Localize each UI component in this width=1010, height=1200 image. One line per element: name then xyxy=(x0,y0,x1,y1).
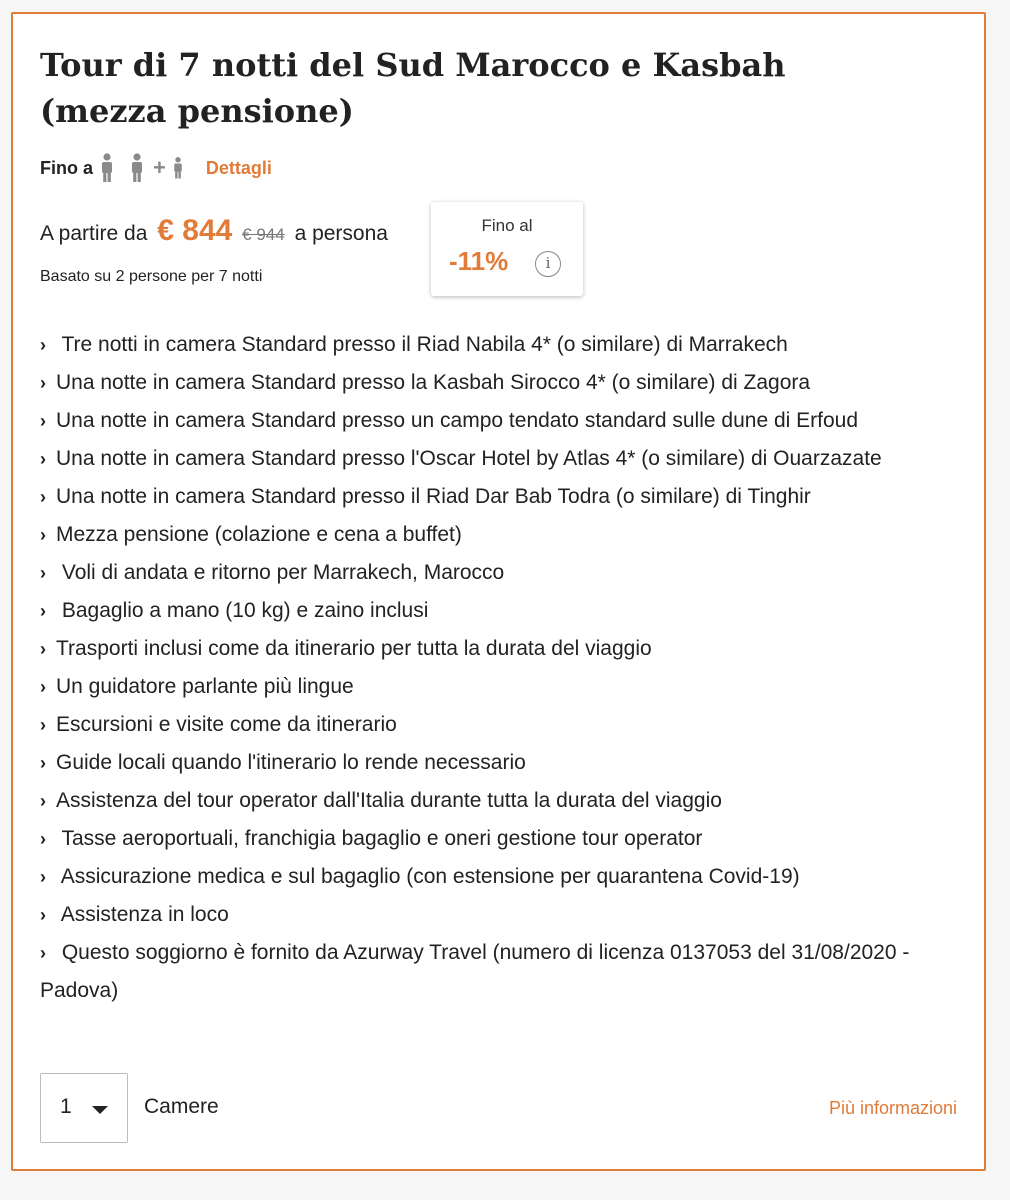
chevron-right-icon: › xyxy=(40,677,46,697)
chevron-right-icon: › xyxy=(40,753,46,773)
list-item: › Bagaglio a mano (10 kg) e zaino inclusi xyxy=(40,592,970,630)
chevron-right-icon: › xyxy=(40,525,46,545)
chevron-right-icon: › xyxy=(40,487,46,507)
list-item: › Guide locali quando l'itinerario lo rende necessario xyxy=(40,744,970,782)
chevron-right-icon: › xyxy=(40,449,46,469)
chevron-right-icon: › xyxy=(40,905,46,925)
plus-icon: + xyxy=(153,155,166,180)
list-item: › Una notte in camera Standard presso il Riad Dar Bab Todra (o similare) di Tinghir xyxy=(40,478,970,516)
chevron-right-icon: › xyxy=(40,639,46,659)
list-item: › Una notte in camera Standard presso l'Oscar Hotel by Atlas 4* (o similare) di Ouarzazate xyxy=(40,440,970,478)
features-list xyxy=(40,326,970,1010)
chevron-right-icon: › xyxy=(40,335,46,355)
child-person-icon xyxy=(172,156,184,180)
list-item: › Una notte in camera Standard presso un campo tendato standard sulle dune di Erfoud xyxy=(40,402,970,440)
list-item: › Assistenza del tour operator dall'Italia durante tutta la durata del viaggio xyxy=(40,782,970,820)
price-prefix: A partire da xyxy=(40,222,148,245)
list-item: › Tasse aeroportuali, franchigia bagaglio e oneri gestione tour operator xyxy=(40,820,970,858)
list-item: › Assicurazione medica e sul bagaglio (con estensione per quarantena Covid-19) xyxy=(40,858,970,896)
rooms-label: Camere xyxy=(144,1095,219,1118)
discount-badge xyxy=(431,202,583,296)
occupancy-label: Fino a xyxy=(40,157,93,178)
chevron-right-icon: › xyxy=(40,867,46,887)
list-item: › Questo soggiorno è fornito da Azurway Travel (numero di licenza 0137053 del 31/08/2020 - Padova) xyxy=(40,934,970,1010)
discount-label: Fino al xyxy=(481,216,533,235)
chevron-right-icon: › xyxy=(40,601,46,621)
caret-down-icon xyxy=(92,1106,108,1114)
chevron-right-icon: › xyxy=(40,715,46,735)
chevron-right-icon: › xyxy=(40,829,46,849)
rooms-value: 1 xyxy=(60,1095,72,1118)
adult-person-icon xyxy=(99,153,115,183)
price-basis: Basato su 2 persone per 7 notti xyxy=(40,268,263,285)
list-item: › Tre notti in camera Standard presso il Riad Nabila 4* (o similare) di Marrakech xyxy=(40,326,970,364)
more-info-link[interactable]: Più informazioni xyxy=(828,1098,957,1118)
price-suffix: a persona xyxy=(294,222,388,245)
list-item: › Assistenza in loco xyxy=(40,896,970,934)
offer-title: Tour di 7 notti del Sud Marocco e Kasbah (mezza pensione) xyxy=(40,46,786,130)
price-value: € 844 xyxy=(157,214,233,247)
chevron-right-icon: › xyxy=(40,791,46,811)
chevron-right-icon: › xyxy=(40,563,46,583)
chevron-right-icon: › xyxy=(40,943,46,963)
list-item: › Escursioni e visite come da itinerario xyxy=(40,706,970,744)
occupancy-row xyxy=(40,152,272,184)
info-icon[interactable]: i xyxy=(535,251,561,277)
details-link[interactable]: Dettagli xyxy=(205,157,272,178)
offer-card xyxy=(11,12,986,1171)
rooms-select[interactable] xyxy=(40,1073,128,1143)
discount-value: -11% xyxy=(449,246,509,276)
list-item: › Una notte in camera Standard presso la Kasbah Sirocco 4* (o similare) di Zagora xyxy=(40,364,970,402)
old-price: € 944 xyxy=(242,225,285,244)
list-item: › Mezza pensione (colazione e cena a buffet) xyxy=(40,516,970,554)
list-item: › Voli di andata e ritorno per Marrakech, Marocco xyxy=(40,554,970,592)
price-line xyxy=(40,214,388,248)
chevron-right-icon: › xyxy=(40,373,46,393)
list-item: › Un guidatore parlante più lingue xyxy=(40,668,970,706)
list-item: › Trasporti inclusi come da itinerario per tutta la durata del viaggio xyxy=(40,630,970,668)
adult-person-icon xyxy=(129,153,145,183)
chevron-right-icon: › xyxy=(40,411,46,431)
